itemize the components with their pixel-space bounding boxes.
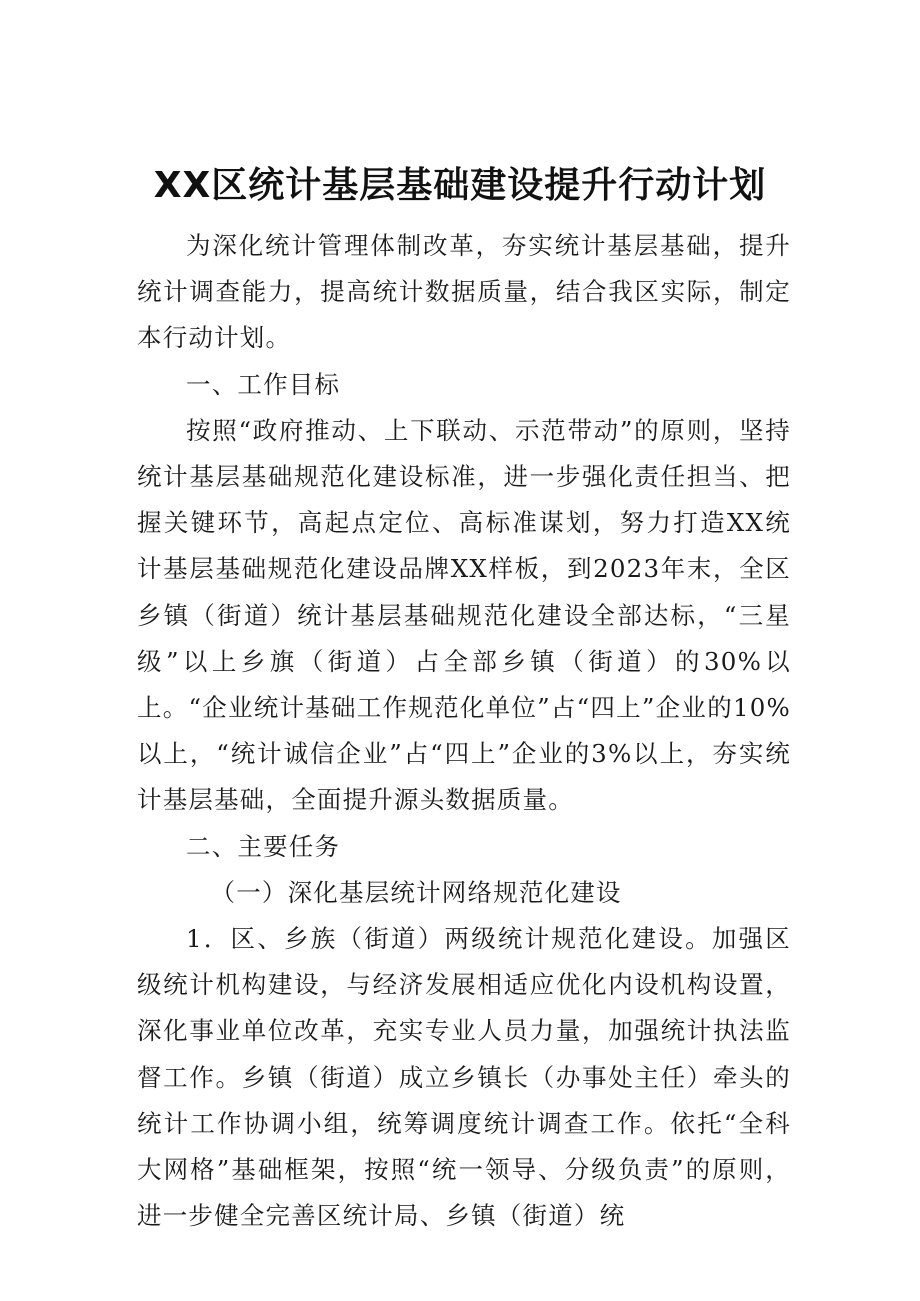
subsection-heading-network: （一）深化基层统计网络规范化建设 [210,877,622,907]
intro-paragraph: 为深化统计管理体制改革，夯实统计基层基础，提升统计调查能力，提高统计数据质量，结合我区实际，制定本行动计划。 [137,231,791,353]
task-item-paragraph: 1．区、乡族（街道）两级统计规范化建设。加强区级统计机构建设，与经济发展相适应优化内设机构设置，深化事业单位改革，充实专业人员力量，加强统计执法监督工作。乡镇（街道）成立乡镇长（办事处主任）牵头的统计工作协调小组，统筹调度统计调查工作。依托“全科大网格”基础框架，按照“统一领导、分级负责”的原则，进一步健全完善区统计局、乡镇（街道）统 [137,924,791,1231]
document-body [137,223,791,1239]
document-title: XX区统计基层基础建设提升行动计划 [153,165,767,206]
goals-paragraph: 按照“政府推动、上下联动、示范带动”的原则，坚持统计基层基础规范化建设标准，进一步强化责任担当、把握关键环节，高起点定位、高标准谋划，努力打造XX统计基层基础规范化建设品牌XX样板，到2023年末，全区乡镇（街道）统计基层基础规范化建设全部达标，“三星级”以上乡旗（街道）占全部乡镇（街道）的30%以上。“企业统计基础工作规范化单位”占“四上”企业的10%以上，“统计诚信企业”占“四上”企业的3%以上，夯实统计基层基础，全面提升源头数据质量。 [137,415,791,815]
section-heading-tasks: 二、主要任务 [186,831,341,861]
section-heading-goals: 一、工作目标 [186,369,341,399]
